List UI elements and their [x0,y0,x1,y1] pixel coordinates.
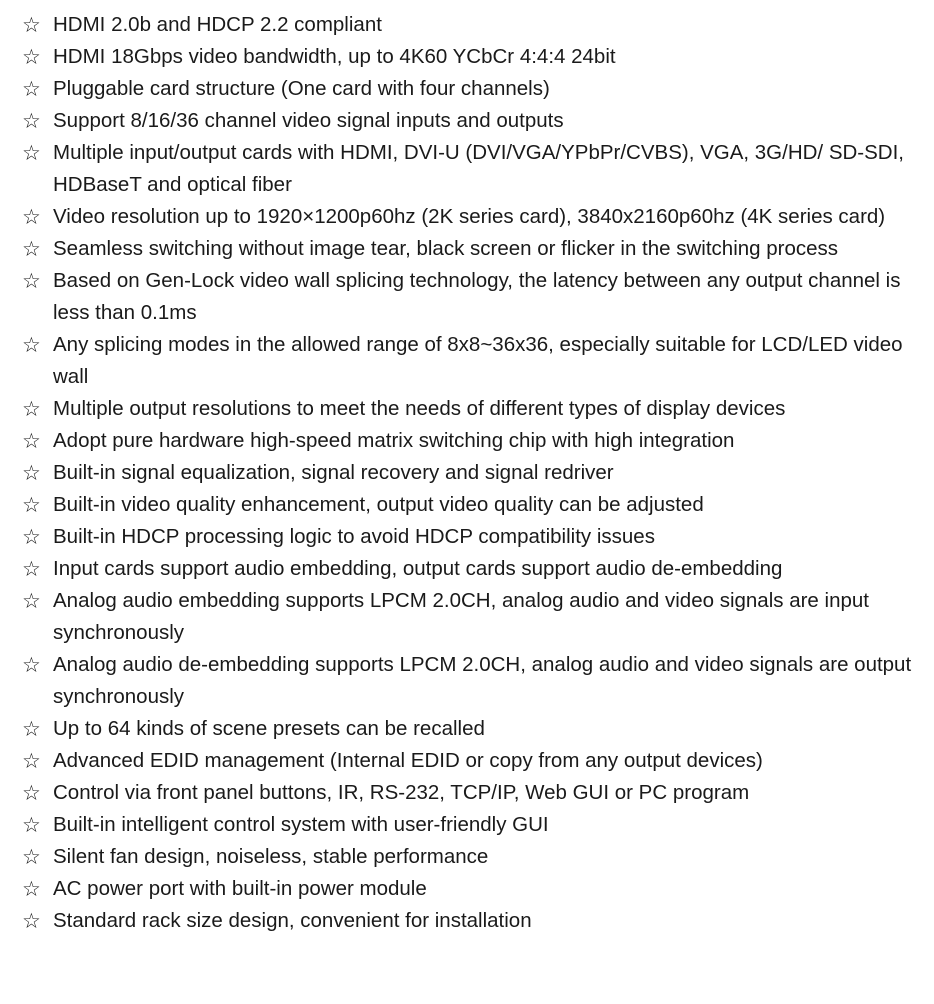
feature-text: Analog audio embedding supports LPCM 2.0CH, analog audio and video signals are input synchronously [53,589,869,644]
star-outline-icon: ☆ [22,813,41,837]
star-outline-icon: ☆ [22,13,41,37]
feature-item [22,489,922,521]
feature-text: AC power port with built-in power module [53,877,427,900]
star-outline-icon: ☆ [22,205,41,229]
feature-text: Based on Gen-Lock video wall splicing technology, the latency between any output channel is less than 0.1ms [53,269,901,324]
feature-item [22,425,922,457]
feature-text: Video resolution up to 1920×1200p60hz (2K series card), 3840x2160p60hz (4K series card) [53,205,886,228]
feature-list [22,9,922,937]
feature-text: Analog audio de-embedding supports LPCM 2.0CH, analog audio and video signals are output synchronously [53,653,912,708]
star-outline-icon: ☆ [22,237,41,261]
feature-item [22,649,922,713]
feature-text: HDMI 2.0b and HDCP 2.2 compliant [53,13,382,36]
feature-item [22,777,922,809]
feature-text: Standard rack size design, convenient for installation [53,909,532,932]
feature-item [22,553,922,585]
star-outline-icon: ☆ [22,653,41,677]
star-outline-icon: ☆ [22,429,41,453]
star-outline-icon: ☆ [22,397,41,421]
feature-text: Built-in signal equalization, signal recovery and signal redriver [53,461,614,484]
star-outline-icon: ☆ [22,781,41,805]
feature-text: Input cards support audio embedding, output cards support audio de-embedding [53,557,783,580]
feature-item [22,745,922,777]
feature-text: Silent fan design, noiseless, stable performance [53,845,489,868]
feature-text: Pluggable card structure (One card with four channels) [53,77,550,100]
star-outline-icon: ☆ [22,141,41,165]
feature-text: Adopt pure hardware high-speed matrix switching chip with high integration [53,429,735,452]
star-outline-icon: ☆ [22,557,41,581]
feature-text: Built-in video quality enhancement, output video quality can be adjusted [53,493,704,516]
feature-item [22,329,922,393]
feature-item [22,841,922,873]
feature-text: Seamless switching without image tear, black screen or flicker in the switching process [53,237,839,260]
feature-item [22,393,922,425]
feature-item [22,201,922,233]
feature-item [22,137,922,201]
feature-item [22,41,922,73]
star-outline-icon: ☆ [22,525,41,549]
star-outline-icon: ☆ [22,749,41,773]
star-outline-icon: ☆ [22,493,41,517]
feature-item [22,585,922,649]
feature-text: Any splicing modes in the allowed range of 8x8~36x36, especially suitable for LCD/LED video wall [53,333,903,388]
feature-text: Multiple input/output cards with HDMI, DVI-U (DVI/VGA/YPbPr/CVBS), VGA, 3G/HD/ SD-SDI, HDBaseT and optical fiber [53,141,904,196]
feature-item [22,873,922,905]
feature-text: Advanced EDID management (Internal EDID or copy from any output devices) [53,749,763,772]
feature-item [22,233,922,265]
star-outline-icon: ☆ [22,845,41,869]
feature-text: Built-in intelligent control system with user-friendly GUI [53,813,549,836]
feature-item [22,713,922,745]
feature-text: Control via front panel buttons, IR, RS-232, TCP/IP, Web GUI or PC program [53,781,750,804]
feature-text: Multiple output resolutions to meet the needs of different types of display devices [53,397,786,420]
feature-item [22,521,922,553]
feature-item [22,105,922,137]
feature-item [22,73,922,105]
star-outline-icon: ☆ [22,461,41,485]
feature-item [22,9,922,41]
star-outline-icon: ☆ [22,109,41,133]
star-outline-icon: ☆ [22,589,41,613]
star-outline-icon: ☆ [22,877,41,901]
feature-text: Up to 64 kinds of scene presets can be recalled [53,717,485,740]
feature-text: Support 8/16/36 channel video signal inputs and outputs [53,109,564,132]
star-outline-icon: ☆ [22,45,41,69]
star-outline-icon: ☆ [22,909,41,933]
star-outline-icon: ☆ [22,269,41,293]
star-outline-icon: ☆ [22,77,41,101]
feature-item [22,809,922,841]
feature-item [22,457,922,489]
star-outline-icon: ☆ [22,333,41,357]
star-outline-icon: ☆ [22,717,41,741]
feature-text: Built-in HDCP processing logic to avoid HDCP compatibility issues [53,525,655,548]
feature-text: HDMI 18Gbps video bandwidth, up to 4K60 YCbCr 4:4:4 24bit [53,45,616,68]
feature-item [22,265,922,329]
feature-item [22,905,922,937]
